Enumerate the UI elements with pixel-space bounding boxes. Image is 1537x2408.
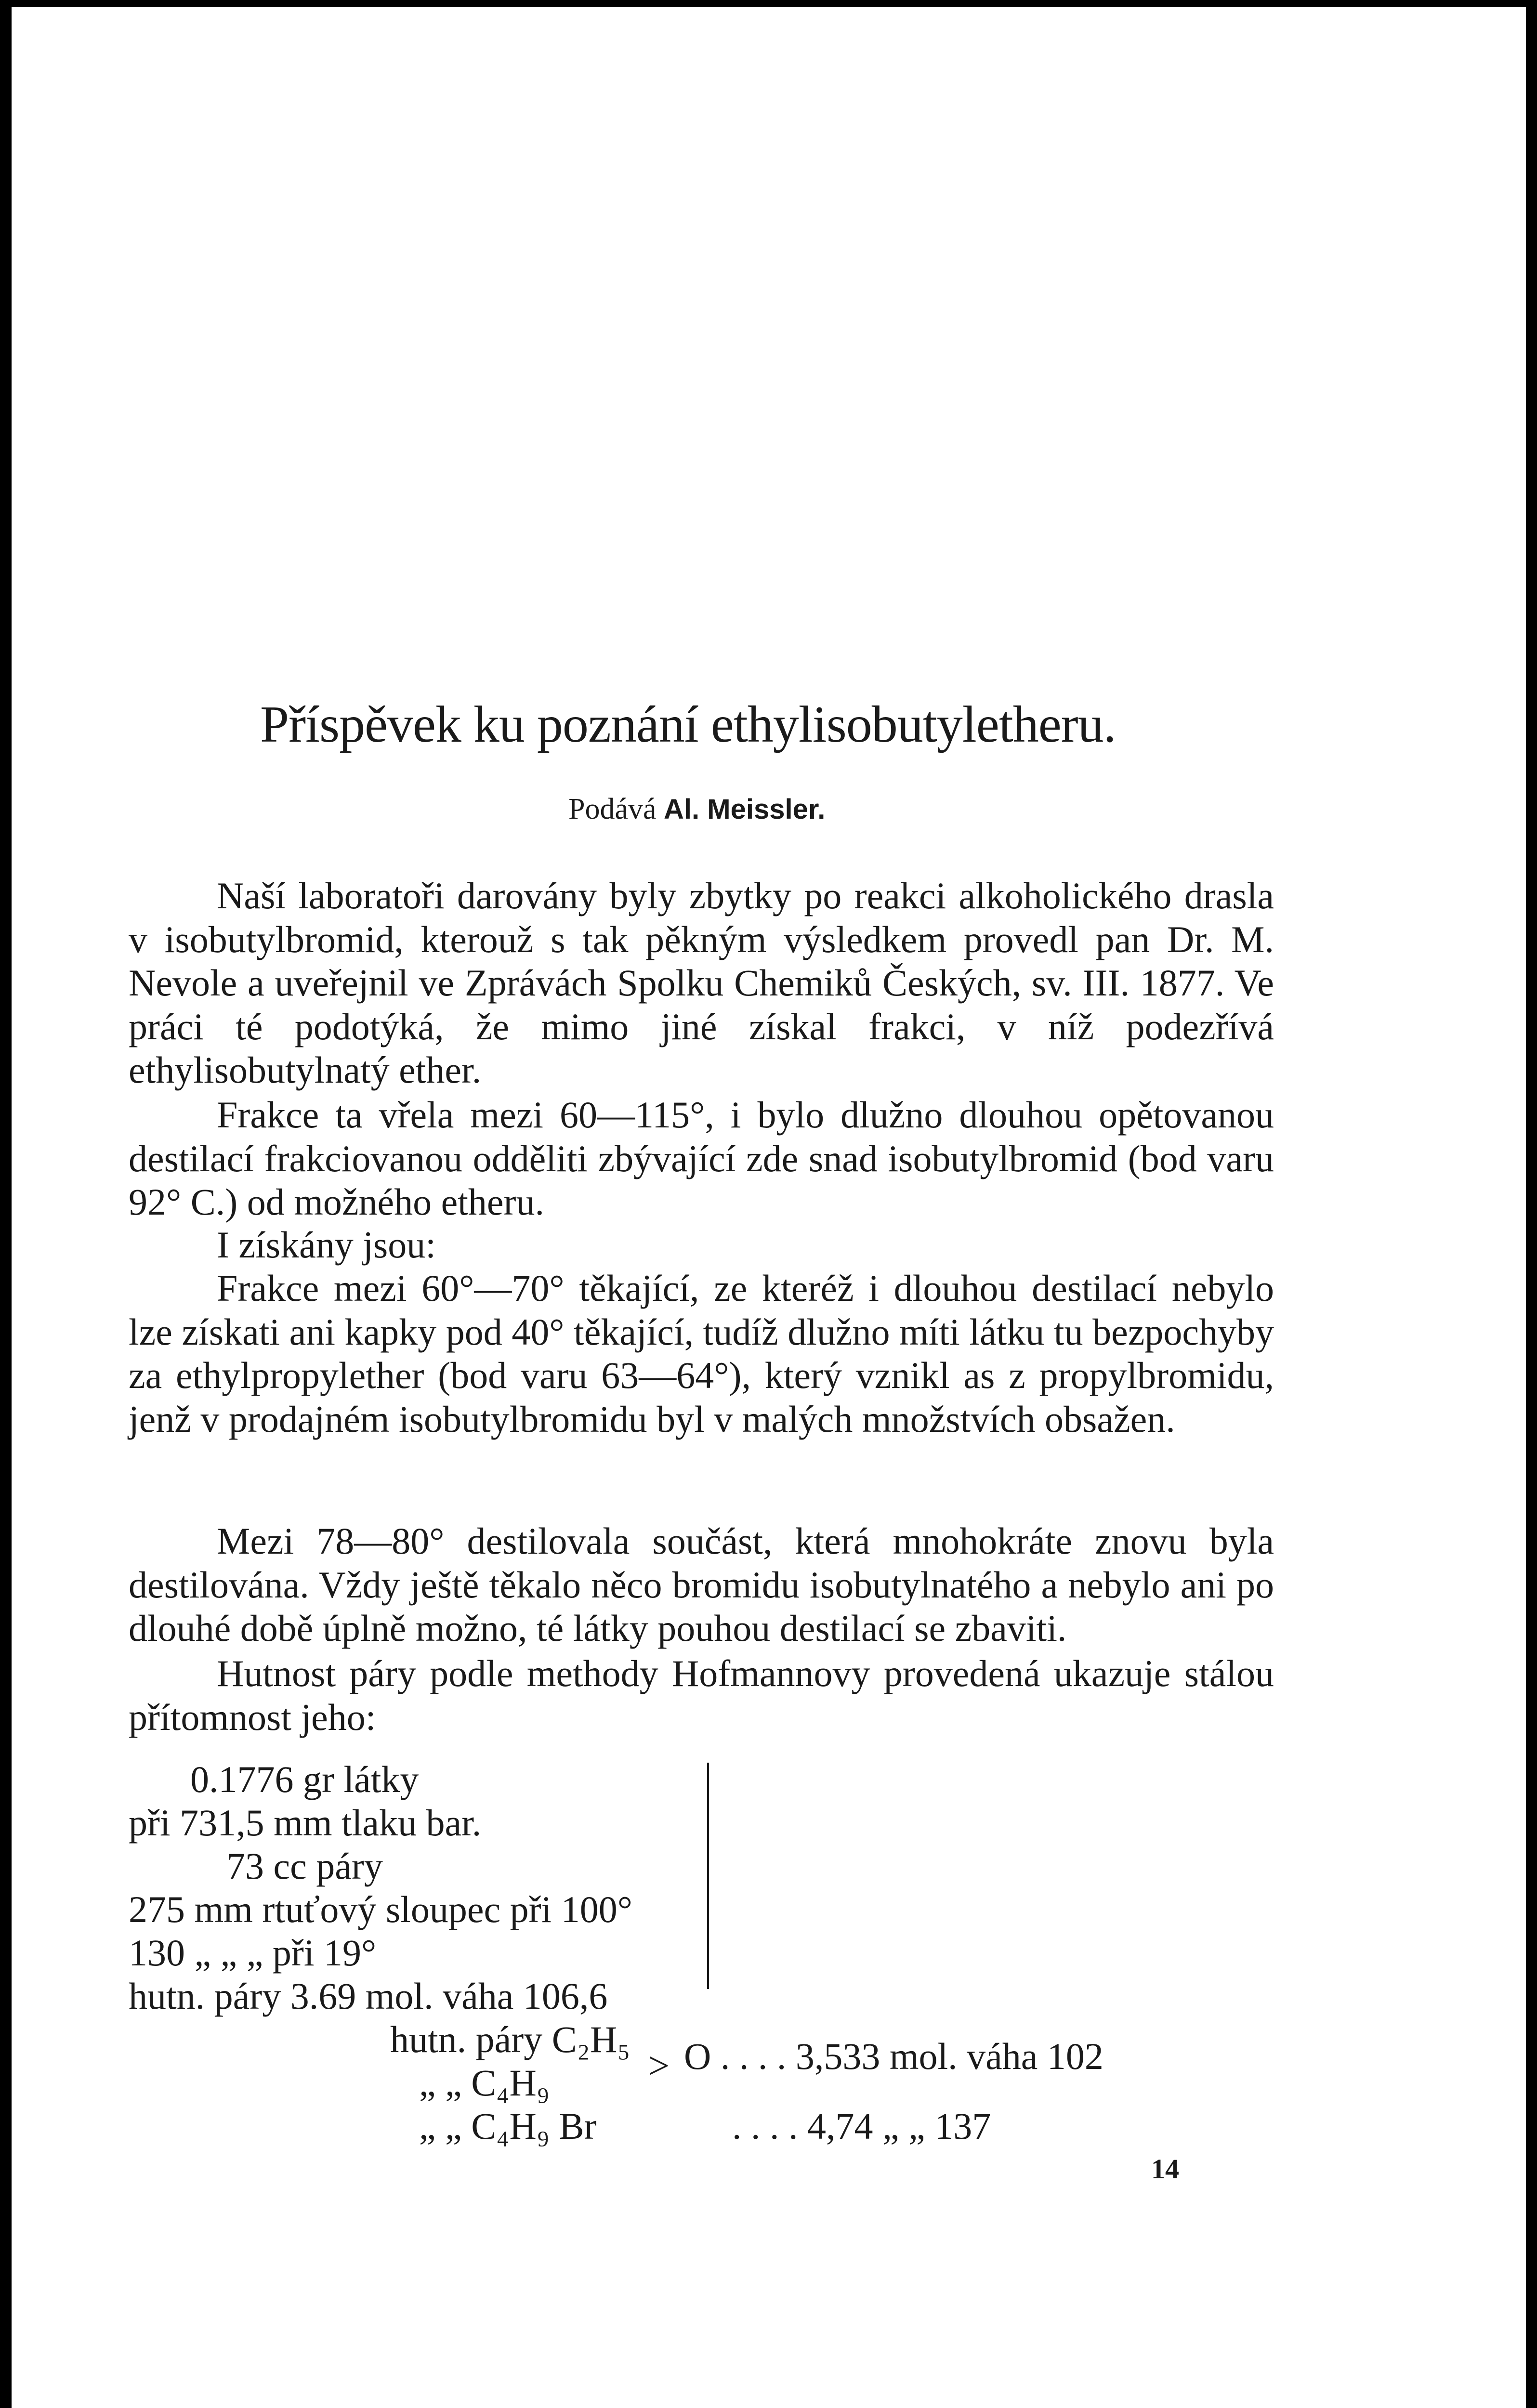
scan-border-top	[0, 0, 1537, 7]
paragraph-fraction-78-80: Mezi 78—80° destilovala součást, která mnohokráte znovu byla destilována. Vždy ještě těkalo něco bromidu isobutylnatého a nebylo ani po dlouhé době úplně možno, té látky pouhou destilací se zbaviti.	[129, 1520, 1274, 1649]
comparison-row2-label: „ „ C₄H₉	[419, 2062, 550, 2104]
scan-border-right	[1526, 0, 1537, 2408]
scan-border-left	[0, 0, 12, 2408]
data-line-pressure: při 731,5 mm tlaku bar.	[129, 1802, 482, 1844]
comparison-row3-label: „ „ C₄H₉ Br	[419, 2105, 597, 2147]
paragraph-vapour-density: Hutnost páry podle methody Hofmannovy provedená ukazuje stálou přítomnost jeho:	[129, 1652, 1274, 1738]
comparison-row1-label: hutn. páry C₂H₅	[390, 2018, 631, 2060]
data-line-mass: 0.1776 gr látky	[190, 1758, 419, 1800]
paragraph-intro: Naší laboratoři darovány byly zbytky po reakci alkoholického drasla v isobutylbromid, kterouž s tak pěkným výsledkem provedl pan Dr. M. Nevole a uveřejnil ve Zprávách Spolku Chemiků Českých, sv. III. 1877. Ve práci té podotýká, že mimo jiné získal frakci, v níž podezřívá ethylisobutylnatý ether.	[129, 875, 1274, 1091]
author-name: Al. Meissler.	[664, 794, 826, 825]
paragraph-obtained: I získány jsou:	[217, 1224, 436, 1266]
byline-prefix: Podává	[568, 793, 657, 825]
page-number: 14	[1151, 2153, 1179, 2185]
data-line-mercury-19: 130 „ „ „ při 19°	[129, 1932, 377, 1974]
paragraph-fraction: Frakce ta vřela mezi 60—115°, i bylo dlužno dlouhou opětovanou destilací frakciovanou odděliti zbývající zde snad isobutylbromid (bod varu 92° C.) od možného etheru.	[129, 1094, 1274, 1223]
article-title: Příspěvek ku poznání ethylisobutyletheru.	[260, 696, 1116, 753]
data-line-mercury-100: 275 mm rtuťový sloupec při 100°	[129, 1888, 632, 1930]
data-line-density-result: hutn. páry 3.69 mol. váha 106,6	[129, 1975, 608, 2017]
data-line-volume: 73 cc páry	[226, 1845, 383, 1887]
paragraph-fraction-60-70: Frakce mezi 60°—70° těkající, ze kteréž i dlouhou destilací nebylo lze získati ani kapky pod 40° těkající, tudíž dlužno míti látku tu bezpochyby za ethylpropylether (bod varu 63—64°), který vznikl as z propylbromidu, jenž v prodajném isobutylbromidu byl v malých množstvích obsažen.	[129, 1267, 1274, 1440]
ether-bracket: >	[648, 2045, 670, 2087]
comparison-row1-value: O . . . . 3,533 mol. váha 102	[684, 2035, 1103, 2077]
comparison-row3-value: . . . . 4,74 „ „ 137	[732, 2105, 991, 2147]
byline	[568, 792, 825, 826]
bracket-line	[707, 1763, 709, 1989]
